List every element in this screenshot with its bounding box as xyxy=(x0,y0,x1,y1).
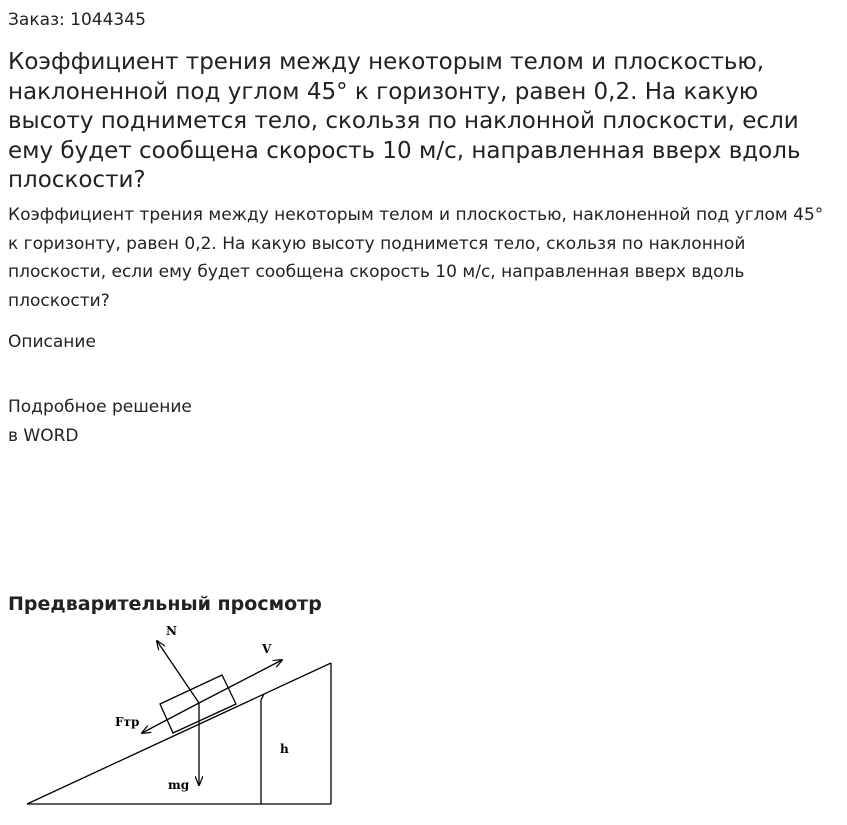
problem-title: Коэффициент трения между некоторым телом и плоскостью, наклоненной под углом 45° к горизонту, равен 0,2. На какую высоту поднимется тело, скользя по наклонной плоскости, если ему будет сообщена скорость 10 м/с, направленная вверх вдоль плоскости? xyxy=(8,49,801,193)
label-gravity: mg xyxy=(168,778,190,792)
description-label: Описание xyxy=(8,332,96,352)
problem-text: Коэффициент трения между некоторым телом и плоскостью, наклоненной под углом 45° к горизонту, равен 0,2. На какую высоту поднимется тело, скользя по наклонной плоскости, если ему будет сообщена скорость 10 м/с, направленная вверх вдоль плоскости? xyxy=(8,205,824,311)
normal-force-arrow xyxy=(157,641,199,703)
velocity-arrow xyxy=(199,660,282,703)
preview-title: Предварительный просмотр xyxy=(8,593,322,615)
label-velocity: V xyxy=(262,642,272,656)
label-height: h xyxy=(280,742,289,756)
label-normal: N xyxy=(166,624,177,638)
label-friction: Fтр xyxy=(115,715,140,729)
height-line xyxy=(261,694,264,804)
solution-line-2: в WORD xyxy=(8,426,79,446)
inclined-plane-diagram xyxy=(0,615,360,825)
solution-info xyxy=(8,393,192,451)
order-number: Заказ: 1044345 xyxy=(8,10,146,30)
solution-line-1: Подробное решение xyxy=(8,397,192,417)
